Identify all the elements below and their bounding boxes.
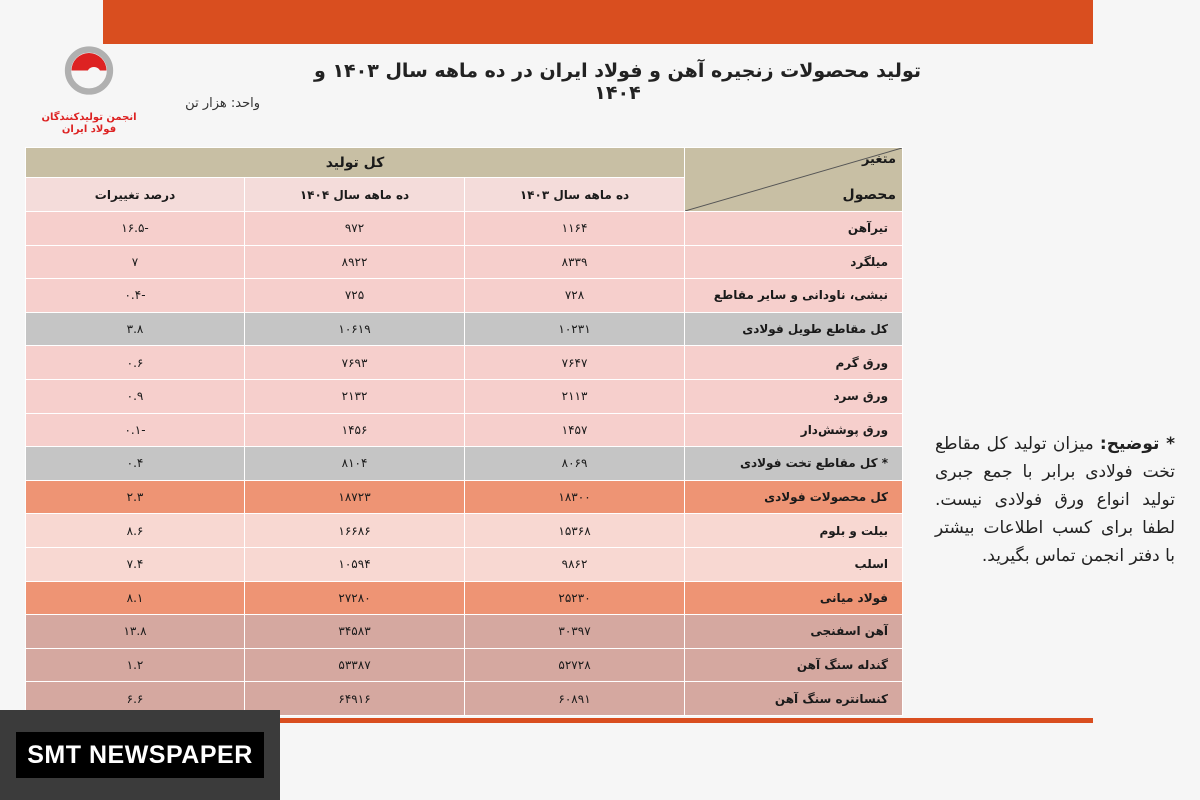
change-percent-cell: -۱۶.۵ [26, 212, 245, 246]
product-cell: نبشی، ناودانی و سایر مقاطع [685, 279, 903, 313]
change-percent-cell: ۱.۲ [26, 648, 245, 682]
value-1404-cell: ۲۱۳۲ [245, 379, 465, 413]
table-row [26, 245, 903, 279]
logo-text-line2: فولاد ایران [61, 124, 117, 135]
product-cell: ورق پوشش‌دار [685, 413, 903, 447]
table-row [26, 279, 903, 313]
table-corner-header [685, 148, 903, 212]
value-1404-cell: ۸۹۲۲ [245, 245, 465, 279]
value-1404-cell: ۵۳۳۸۷ [245, 648, 465, 682]
value-1403-cell: ۶۰۸۹۱ [465, 682, 685, 716]
value-1403-cell: ۲۱۱۳ [465, 379, 685, 413]
change-percent-cell: -۰.۴ [26, 279, 245, 313]
top-accent-bar [103, 0, 1093, 44]
value-1403-cell: ۱۱۶۴ [465, 212, 685, 246]
table-row [26, 547, 903, 581]
value-1403-cell: ۱۰۲۳۱ [465, 312, 685, 346]
change-percent-cell: ۰.۴ [26, 447, 245, 481]
product-cell: تیرآهن [685, 212, 903, 246]
value-1404-cell: ۳۴۵۸۳ [245, 615, 465, 649]
change-percent-cell: ۷.۴ [26, 547, 245, 581]
value-1403-cell: ۳۰۳۹۷ [465, 615, 685, 649]
value-1403-cell: ۲۵۲۳۰ [465, 581, 685, 615]
brand-logo: SMT NEWSPAPER [16, 732, 264, 778]
change-percent-cell: ۰.۹ [26, 379, 245, 413]
product-cell: کل مقاطع طویل فولادی [685, 312, 903, 346]
product-cell: ورق گرم [685, 346, 903, 380]
value-1403-cell: ۸۳۳۹ [465, 245, 685, 279]
change-percent-cell: -۰.۱ [26, 413, 245, 447]
value-1404-cell: ۷۲۵ [245, 279, 465, 313]
product-cell: میلگرد [685, 245, 903, 279]
value-1404-cell: ۱۸۷۲۳ [245, 480, 465, 514]
explanatory-note [935, 430, 1175, 570]
value-1404-cell: ۱۰۵۹۴ [245, 547, 465, 581]
change-percent-cell: ۰.۶ [26, 346, 245, 380]
change-percent-cell: ۱۳.۸ [26, 615, 245, 649]
value-1403-cell: ۹۸۶۲ [465, 547, 685, 581]
table-row [26, 615, 903, 649]
table-row [26, 581, 903, 615]
table-row [26, 480, 903, 514]
product-cell: اسلب [685, 547, 903, 581]
value-1404-cell: ۷۶۹۳ [245, 346, 465, 380]
value-1403-cell: ۷۲۸ [465, 279, 685, 313]
value-1404-cell: ۲۷۲۸۰ [245, 581, 465, 615]
product-cell: گندله سنگ آهن [685, 648, 903, 682]
value-1403-cell: ۸۰۶۹ [465, 447, 685, 481]
table-row [26, 413, 903, 447]
value-1404-cell: ۶۴۹۱۶ [245, 682, 465, 716]
page-title: تولید محصولات زنجیره آهن و فولاد ایران در ده ماهه سال ۱۴۰۳ و ۱۴۰۴ [314, 60, 921, 104]
corner-product-label: محصول [842, 187, 897, 203]
product-cell: بیلت و بلوم [685, 514, 903, 548]
change-percent-cell: ۸.۶ [26, 514, 245, 548]
table-row [26, 514, 903, 548]
table-row [26, 648, 903, 682]
corner-variable-label: متغیر [861, 152, 897, 167]
change-percent-cell: ۲.۳ [26, 480, 245, 514]
value-1403-cell: ۷۶۴۷ [465, 346, 685, 380]
change-percent-cell: ۶.۶ [26, 682, 245, 716]
product-cell: فولاد میانی [685, 581, 903, 615]
table-row [26, 346, 903, 380]
product-cell: کل محصولات فولادی [685, 480, 903, 514]
value-1403-cell: ۱۸۳۰۰ [465, 480, 685, 514]
total-production-header: کل تولید [26, 148, 685, 178]
product-cell: * کل مقاطع تخت فولادی [685, 447, 903, 481]
value-1403-cell: ۱۵۳۶۸ [465, 514, 685, 548]
table-row [26, 312, 903, 346]
value-1403-cell: ۵۲۷۲۸ [465, 648, 685, 682]
value-1404-cell: ۱۰۶۱۹ [245, 312, 465, 346]
value-1404-cell: ۱۶۶۸۶ [245, 514, 465, 548]
product-cell: ورق سرد [685, 379, 903, 413]
value-1403-cell: ۱۴۵۷ [465, 413, 685, 447]
change-percent-cell: ۷ [26, 245, 245, 279]
product-cell: کنسانتره سنگ آهن [685, 682, 903, 716]
logo-text-line1: انجمن تولیدکنندگان [41, 112, 137, 123]
column-header-1403: ده ماهه سال ۱۴۰۳ [465, 178, 685, 212]
table-row [26, 379, 903, 413]
value-1404-cell: ۱۴۵۶ [245, 413, 465, 447]
table-row [26, 212, 903, 246]
unit-label: واحد: هزار تن [185, 96, 260, 111]
table-row [26, 447, 903, 481]
note-heading: * توضیح: [1099, 434, 1175, 454]
change-percent-cell: ۸.۱ [26, 581, 245, 615]
value-1404-cell: ۹۷۲ [245, 212, 465, 246]
change-percent-cell: ۳.۸ [26, 312, 245, 346]
production-table [25, 147, 902, 715]
value-1404-cell: ۸۱۰۴ [245, 447, 465, 481]
note-text: میزان تولید کل مقاطع تخت فولادی برابر با جمع جبری تولید انواع ورق فولادی نیست. لطفا برای کسب اطلاعات بیشتر با دفتر انجمن تماس بگیرید. [935, 434, 1175, 566]
column-header-1404: ده ماهه سال ۱۴۰۴ [245, 178, 465, 212]
product-cell: آهن اسفنجی [685, 615, 903, 649]
column-header-change: درصد تغییرات [26, 178, 245, 212]
